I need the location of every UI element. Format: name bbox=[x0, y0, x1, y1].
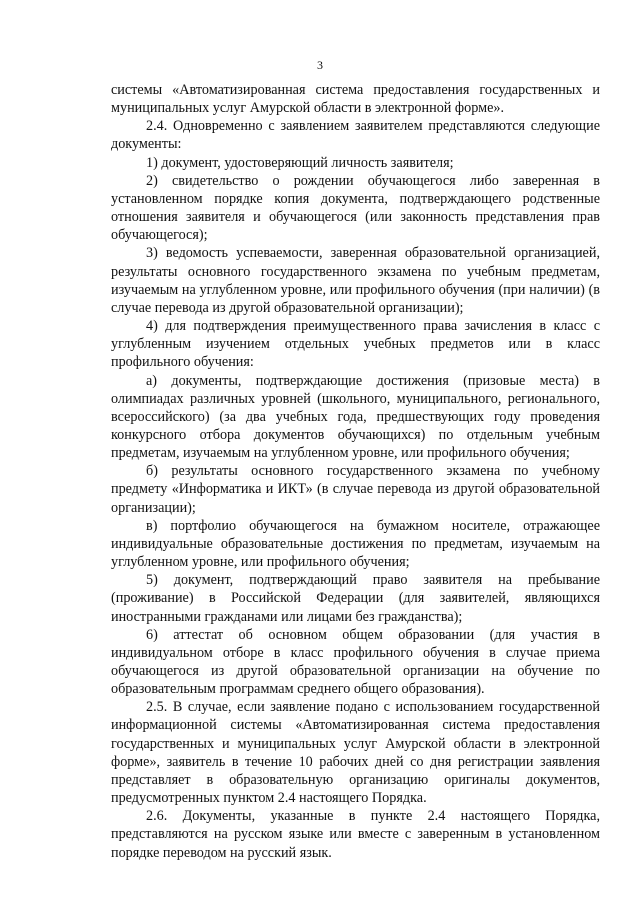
list-item-3: 3) ведомость успеваемости, заверенная образовательной организацией, результаты основного государственного экзамена по учебным предметам, изучаемым на углубленном уровне, или профильного обучения (при наличии) (в случае перевода из другой образовательной организации); bbox=[111, 245, 600, 316]
list-item-5: 5) документ, подтверждающий право заявителя на пребывание (проживание) в Российской Федерации (для заявителей, являющихся иностранными гражданами или лицами без гражданства); bbox=[111, 572, 600, 625]
paragraph-continuation: системы «Автоматизированная система предоставления государственных и муниципальных услуг Амурской области в электронной форме». bbox=[111, 82, 600, 117]
list-subitem-v: в) портфолио обучающегося на бумажном носителе, отражающее индивидуальные образовательные достижения по предметам, изучаемым на углубленном уровне, или профильного обучения; bbox=[111, 517, 600, 571]
document-body bbox=[111, 81, 600, 862]
paragraph-2-6: 2.6. Документы, указанные в пункте 2.4 настоящего Порядка, представляются на русском языке или вместе с заверенным в установленном порядке переводом на русский язык. bbox=[111, 808, 600, 861]
page-number: 3 bbox=[317, 58, 323, 72]
paragraph-2-4: 2.4. Одновременно с заявлением заявителем представляются следующие документы: bbox=[111, 118, 600, 153]
list-item-2: 2) свидетельство о рождении обучающегося либо заверенная в установленном порядке копия документа, подтверждающего родственные отношения заявителя и обучающегося (или законность представления прав обучающегося); bbox=[111, 172, 600, 244]
list-item-1: 1) документ, удостоверяющий личность заявителя; bbox=[146, 154, 454, 171]
list-item-4: 4) для подтверждения преимущественного права зачисления в класс с углубленным изучением отдельных учебных предметов или в класс профильного обучения: bbox=[111, 318, 600, 371]
list-subitem-a: а) документы, подтверждающие достижения (призовые места) в олимпиадах различных уровней (школьного, муниципального, регионального, всероссийского) (за два учебных года, предшествующих году проведения конкурсного отбора документов обучающихся) по отдельным учебным предметам, изучаемым на углубленном уровне, или профильного обучения; bbox=[111, 372, 600, 462]
list-item-6: 6) аттестат об основном общем образовании (для участия в индивидуальном отборе в класс профильного обучения в случае приема обучающегося из другой образовательной организации на обучение по образовательным программам среднего общего образования). bbox=[111, 626, 600, 698]
list-subitem-b: б) результаты основного государственного экзамена по учебному предмету «Информатика и ИКТ» (в случае перевода из другой образовательной организации); bbox=[111, 463, 600, 516]
paragraph-2-5: 2.5. В случае, если заявление подано с использованием государственной информационной системы «Автоматизированная система предоставления государственных и муниципальных услуг Амурской области в электронной форме», заявитель в течение 10 рабочих дней со дня регистрации заявления представляет в образовательную организацию оригиналы документов, предусмотренных пунктом 2.4 настоящего Порядка. bbox=[111, 699, 600, 807]
